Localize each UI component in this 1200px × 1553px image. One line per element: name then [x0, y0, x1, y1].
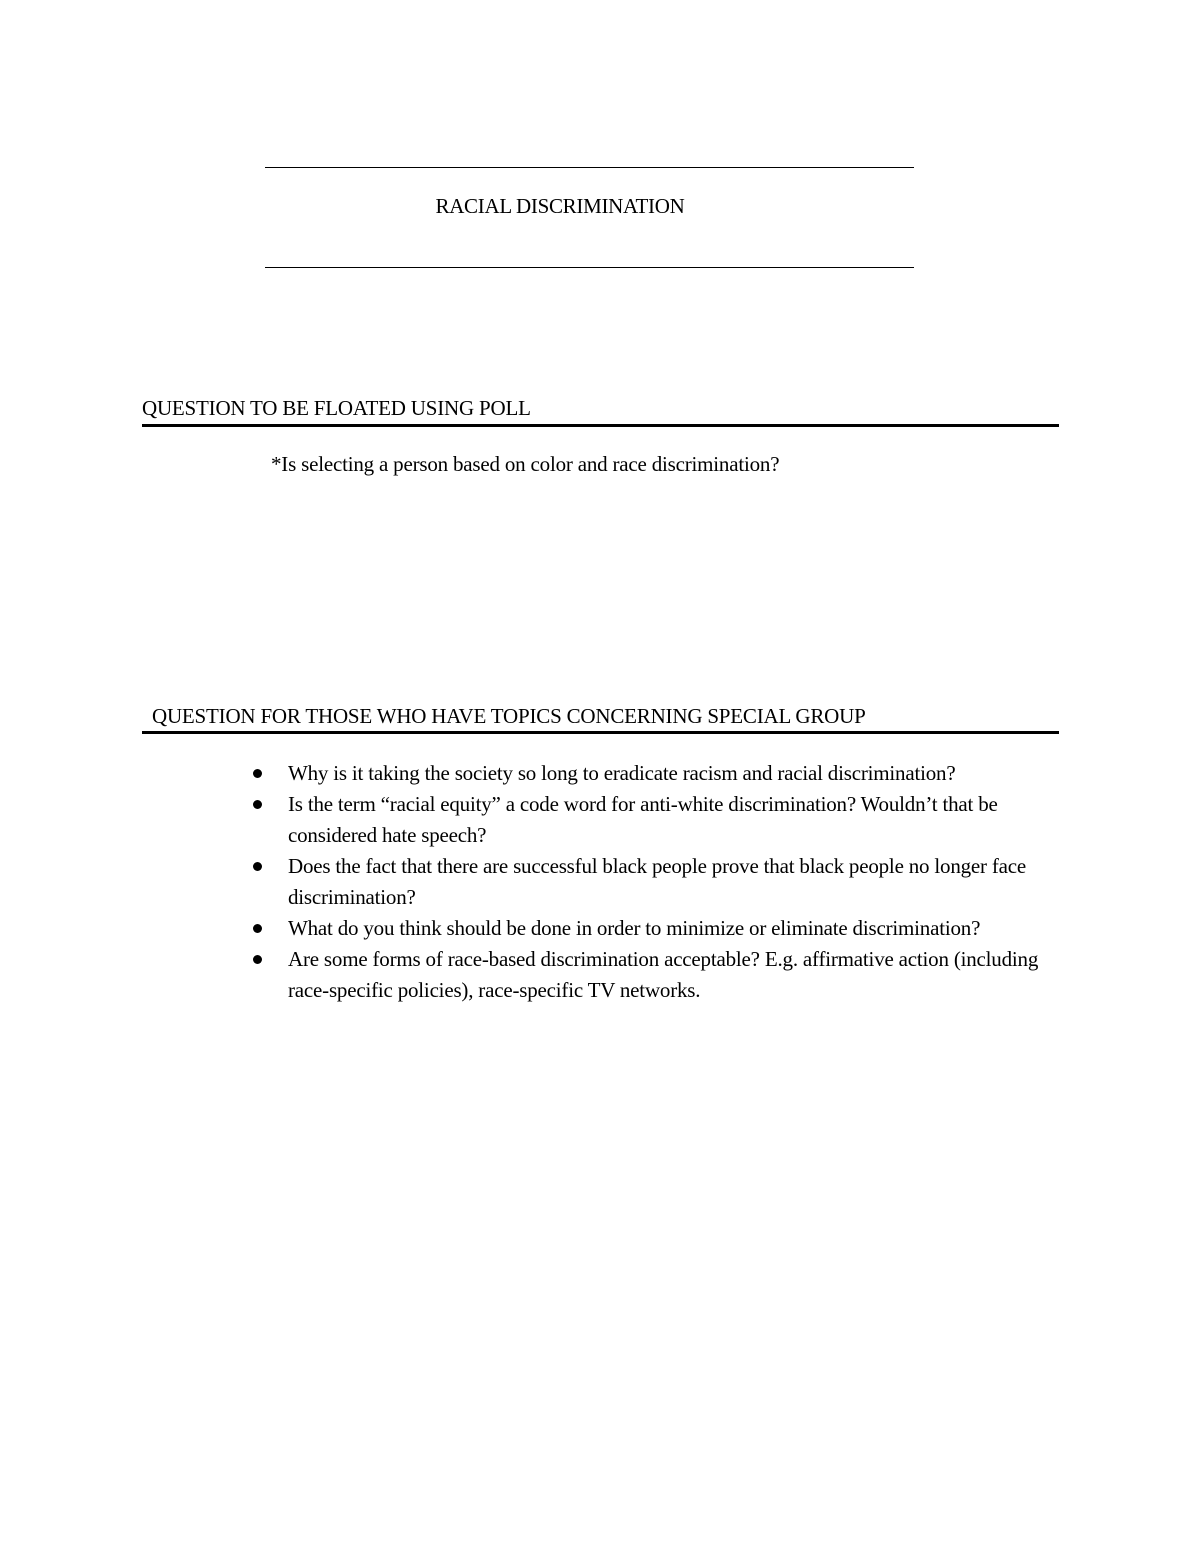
bullet-icon — [253, 800, 262, 809]
question-text: Are some forms of race-based discrimination acceptable? E.g. affirmative action (including race-specific policies), race-specific TV networks. — [288, 947, 1039, 1002]
question-text: Is the term “racial equity” a code word for anti-white discrimination? Wouldn’t that be considered hate speech? — [288, 792, 998, 847]
title-rule-top — [265, 167, 914, 168]
special-group-question-list — [250, 758, 1070, 1006]
bullet-icon — [253, 924, 262, 933]
question-text: What do you think should be done in order to minimize or eliminate discrimination? — [288, 916, 981, 940]
special-group-section-rule — [142, 731, 1059, 734]
list-item — [250, 851, 1070, 913]
bullet-icon — [253, 955, 262, 964]
page-title: RACIAL DISCRIMINATION — [435, 194, 685, 218]
poll-question: *Is selecting a person based on color and race discrimination? — [271, 452, 780, 476]
list-item — [250, 944, 1070, 1006]
special-group-section-heading: QUESTION FOR THOSE WHO HAVE TOPICS CONCERNING SPECIAL GROUP — [152, 704, 866, 728]
list-item — [250, 758, 1070, 789]
bullet-icon — [253, 862, 262, 871]
poll-section-heading: QUESTION TO BE FLOATED USING POLL — [142, 396, 531, 420]
question-text: Does the fact that there are successful black people prove that black people no longer face discrimination? — [288, 854, 1027, 909]
list-item — [250, 789, 1070, 851]
poll-section-rule — [142, 424, 1059, 427]
bullet-icon — [253, 769, 262, 778]
list-item — [250, 913, 1070, 944]
question-text: Why is it taking the society so long to eradicate racism and racial discrimination? — [288, 761, 956, 785]
title-rule-bottom — [265, 267, 914, 268]
